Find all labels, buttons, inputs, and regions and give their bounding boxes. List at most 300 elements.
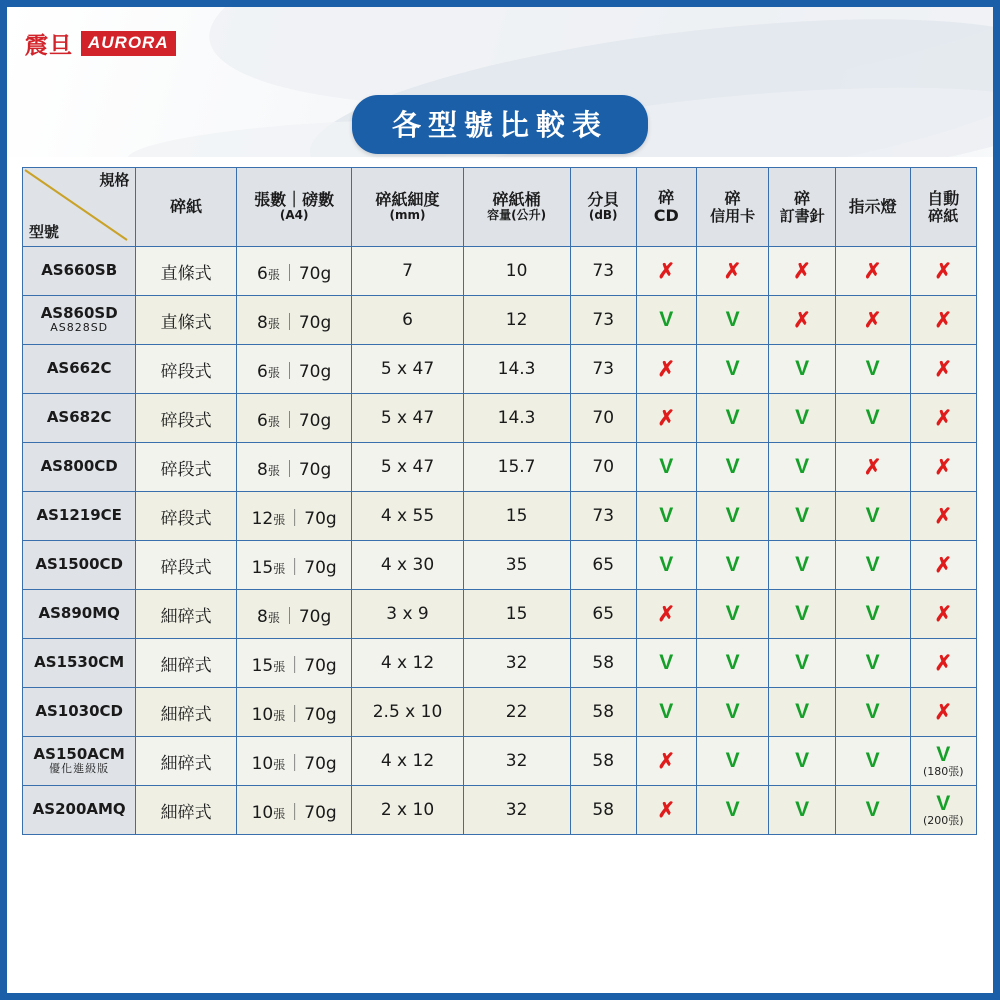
sheets-unit: 張 [267, 610, 280, 625]
check-icon: V [795, 651, 810, 674]
sheets-count: 15 [251, 655, 274, 676]
paper-weight: 70g [298, 606, 332, 627]
cell-credit-card [696, 443, 769, 492]
cell-decibel: 58 [570, 639, 636, 688]
model-name: AS890MQ [38, 604, 120, 623]
cell-capacity: 12 [463, 296, 570, 345]
sheets-separator: ｜ [286, 557, 304, 578]
cell-indicator [835, 688, 910, 737]
table-row [23, 345, 977, 394]
header-corner-cell [23, 168, 136, 247]
cell-auto-feed [910, 541, 976, 590]
col-header-capacity-main: 碎紙桶 [492, 190, 541, 210]
cross-icon: ✗ [657, 602, 676, 626]
cell-cd [636, 639, 696, 688]
sheets-count: 6 [257, 263, 268, 284]
check-icon: V [795, 553, 810, 576]
brand-logo-english: AURORA [81, 31, 176, 56]
check-icon: V [725, 798, 740, 821]
col-header-auto-feed [910, 168, 976, 247]
cross-icon: ✗ [657, 749, 676, 773]
col-header-capacity-sub: 容量(公升) [487, 208, 547, 223]
cell-decibel: 58 [570, 737, 636, 786]
check-icon: V [795, 798, 810, 821]
cross-icon: ✗ [934, 553, 953, 577]
cell-staple [769, 492, 835, 541]
cell-capacity: 10 [463, 247, 570, 296]
check-icon: V [795, 504, 810, 527]
cell-cd [636, 541, 696, 590]
sheets-unit: 張 [267, 365, 280, 380]
cell-fineness: 4 x 55 [352, 492, 463, 541]
table-row [23, 492, 977, 541]
sheets-count: 15 [251, 557, 274, 578]
check-icon: V [865, 553, 880, 576]
cell-capacity: 22 [463, 688, 570, 737]
col-header-decibel-main: 分貝 [587, 190, 620, 210]
col-header-sheets-sub: (A4) [279, 208, 309, 223]
check-icon: V [659, 651, 674, 674]
cell-credit-card [696, 639, 769, 688]
cell-cd [636, 492, 696, 541]
sheets-separator: ｜ [286, 508, 304, 529]
cell-decibel: 73 [570, 492, 636, 541]
cell-indicator [835, 737, 910, 786]
cell-decibel: 73 [570, 345, 636, 394]
cell-auto-feed [910, 492, 976, 541]
sheets-count: 8 [257, 459, 268, 480]
cross-icon: ✗ [934, 455, 953, 479]
cell-credit-card [696, 737, 769, 786]
cell-shred-type: 碎段式 [136, 443, 237, 492]
sheets-unit: 張 [273, 757, 286, 772]
sheets-separator: ｜ [286, 655, 304, 676]
sheets-separator: ｜ [280, 263, 298, 284]
cell-indicator [835, 394, 910, 443]
table-body [23, 247, 977, 835]
cell-sheets [236, 345, 352, 394]
paper-weight: 70g [304, 704, 337, 725]
col-header-shred-type-main: 碎紙 [170, 197, 203, 217]
check-icon: V [659, 308, 674, 331]
table-header [23, 168, 977, 247]
col-header-shred-type [136, 168, 237, 247]
cell-shred-type: 細碎式 [136, 688, 237, 737]
check-icon: V [795, 455, 810, 478]
cell-auto-feed [910, 786, 976, 835]
col-header-cd-sub: CD [653, 206, 679, 225]
col-header-decibel-sub: (dB) [588, 208, 618, 223]
cross-icon: ✗ [863, 455, 882, 479]
model-name: AS1219CE [36, 506, 122, 525]
check-icon: V [795, 700, 810, 723]
col-header-cd-main: 碎 [658, 188, 675, 208]
sheets-count: 10 [251, 753, 274, 774]
cell-cd [636, 345, 696, 394]
cross-icon: ✗ [934, 406, 953, 430]
cell-sheets [236, 639, 352, 688]
cell-staple [769, 345, 835, 394]
col-header-auto-feed-main: 自動 [927, 188, 960, 208]
col-header-fineness-main: 碎紙細度 [375, 190, 440, 210]
cross-icon: ✗ [934, 602, 953, 626]
sheets-unit: 張 [267, 267, 280, 282]
cell-model [23, 492, 136, 541]
table-header-row [23, 168, 977, 247]
sheets-count: 10 [251, 802, 274, 823]
paper-weight: 70g [298, 312, 332, 333]
paper-weight: 70g [298, 410, 332, 431]
table-row [23, 590, 977, 639]
cross-icon: ✗ [793, 308, 811, 332]
col-header-cd [636, 168, 696, 247]
col-header-credit-card [696, 168, 769, 247]
cell-fineness: 4 x 12 [352, 737, 463, 786]
cell-fineness: 4 x 12 [352, 639, 463, 688]
model-note: AS828SD [50, 321, 109, 335]
cell-shred-type: 碎段式 [136, 492, 237, 541]
cell-staple [769, 394, 835, 443]
check-icon: V [725, 700, 740, 723]
col-header-fineness [352, 168, 463, 247]
paper-weight: 70g [298, 361, 332, 382]
paper-weight: 70g [298, 459, 332, 480]
cell-model [23, 786, 136, 835]
sheets-separator: ｜ [280, 312, 298, 333]
model-name: AS150ACM [33, 745, 125, 764]
cell-shred-type: 直條式 [136, 296, 237, 345]
cell-cd [636, 786, 696, 835]
table-row [23, 688, 977, 737]
check-icon: V [725, 455, 740, 478]
check-icon: V [865, 602, 880, 625]
check-icon: V [795, 406, 810, 429]
cell-staple [769, 786, 835, 835]
cell-sheets [236, 492, 352, 541]
paper-weight: 70g [304, 753, 337, 774]
check-icon: V [795, 602, 810, 625]
cell-indicator [835, 443, 910, 492]
cell-indicator [835, 296, 910, 345]
cell-decibel: 73 [570, 296, 636, 345]
cell-indicator [835, 786, 910, 835]
header-spec-label: 規格 [99, 171, 130, 189]
cell-credit-card [696, 492, 769, 541]
cell-auto-feed [910, 394, 976, 443]
cell-shred-type: 直條式 [136, 247, 237, 296]
cell-credit-card [696, 786, 769, 835]
check-icon: V [865, 798, 880, 821]
cell-shred-type: 細碎式 [136, 590, 237, 639]
paper-weight: 70g [304, 802, 337, 823]
cell-sheets [236, 590, 352, 639]
page-title [352, 95, 648, 154]
check-icon: V [725, 504, 740, 527]
model-name: AS200AMQ [32, 800, 126, 819]
cell-auto-feed [910, 639, 976, 688]
check-icon: V [795, 749, 810, 772]
cross-icon: ✗ [934, 259, 953, 283]
check-icon: V [936, 792, 951, 815]
cell-credit-card [696, 345, 769, 394]
cell-model [23, 247, 136, 296]
cell-cd [636, 443, 696, 492]
check-icon: V [865, 357, 880, 380]
cell-fineness: 7 [352, 247, 463, 296]
cell-cd [636, 247, 696, 296]
cell-capacity: 15 [463, 590, 570, 639]
auto-feed-note: (180張) [923, 765, 964, 778]
col-header-credit-card-sub: 信用卡 [710, 206, 756, 225]
col-header-fineness-sub: (mm) [389, 208, 426, 223]
cell-model [23, 541, 136, 590]
cell-decibel: 65 [570, 541, 636, 590]
cell-capacity: 14.3 [463, 394, 570, 443]
brand-logo-chinese: 震旦 [25, 33, 73, 59]
check-icon: V [659, 700, 674, 723]
col-header-sheets-main: 張數｜磅數 [254, 190, 335, 210]
check-icon: V [865, 504, 880, 527]
model-name: AS662C [46, 359, 112, 378]
cell-indicator [835, 345, 910, 394]
cell-sheets [236, 541, 352, 590]
sheets-unit: 張 [273, 806, 286, 821]
paper-weight: 70g [304, 508, 337, 529]
sheets-unit: 張 [267, 414, 280, 429]
paper-weight: 70g [298, 263, 332, 284]
cell-credit-card [696, 541, 769, 590]
sheets-count: 12 [251, 508, 274, 529]
cell-fineness: 5 x 47 [352, 443, 463, 492]
cell-indicator [835, 247, 910, 296]
table-row [23, 737, 977, 786]
cell-shred-type: 細碎式 [136, 786, 237, 835]
col-header-capacity [463, 168, 570, 247]
col-header-sheets [236, 168, 352, 247]
sheets-count: 6 [257, 410, 268, 431]
cell-sheets [236, 443, 352, 492]
check-icon: V [725, 651, 740, 674]
cell-capacity: 14.3 [463, 345, 570, 394]
cell-staple [769, 737, 835, 786]
cell-shred-type: 碎段式 [136, 541, 237, 590]
cell-auto-feed [910, 345, 976, 394]
cell-staple [769, 247, 835, 296]
sheets-unit: 張 [273, 512, 286, 527]
cell-credit-card [696, 394, 769, 443]
table-row [23, 296, 977, 345]
cell-fineness: 5 x 47 [352, 394, 463, 443]
model-name: AS660SB [41, 261, 118, 280]
col-header-decibel [570, 168, 636, 247]
cross-icon: ✗ [934, 504, 953, 528]
table-row [23, 443, 977, 492]
cell-capacity: 32 [463, 786, 570, 835]
check-icon: V [725, 308, 740, 331]
sheets-separator: ｜ [286, 753, 304, 774]
cell-auto-feed [910, 737, 976, 786]
cell-indicator [835, 541, 910, 590]
check-icon: V [865, 700, 880, 723]
cross-icon: ✗ [723, 259, 742, 283]
page-title-text: 各型號比較表 [391, 108, 609, 142]
cell-fineness: 5 x 47 [352, 345, 463, 394]
cell-credit-card [696, 688, 769, 737]
cell-sheets [236, 786, 352, 835]
cell-indicator [835, 639, 910, 688]
cell-sheets [236, 247, 352, 296]
cell-model [23, 443, 136, 492]
cell-indicator [835, 492, 910, 541]
cell-fineness: 2.5 x 10 [352, 688, 463, 737]
paper-weight: 70g [304, 655, 337, 676]
check-icon: V [865, 651, 880, 674]
sheets-unit: 張 [267, 316, 280, 331]
cell-auto-feed [910, 247, 976, 296]
model-name: AS860SD [40, 304, 118, 323]
cell-model [23, 737, 136, 786]
cell-capacity: 15 [463, 492, 570, 541]
cell-model [23, 296, 136, 345]
cell-capacity: 32 [463, 737, 570, 786]
sheets-separator: ｜ [280, 361, 298, 382]
cell-model [23, 394, 136, 443]
cell-staple [769, 541, 835, 590]
model-name: AS800CD [40, 457, 118, 476]
check-icon: V [725, 749, 740, 772]
cell-shred-type: 碎段式 [136, 394, 237, 443]
cross-icon: ✗ [934, 308, 953, 332]
cell-capacity: 32 [463, 639, 570, 688]
cell-credit-card [696, 296, 769, 345]
header-model-label: 型號 [29, 223, 60, 242]
cell-indicator [835, 590, 910, 639]
cell-cd [636, 590, 696, 639]
cell-model [23, 639, 136, 688]
cell-shred-type: 細碎式 [136, 639, 237, 688]
sheets-unit: 張 [273, 659, 286, 674]
table-row [23, 394, 977, 443]
check-icon: V [936, 743, 951, 766]
cell-staple [769, 590, 835, 639]
cross-icon: ✗ [934, 357, 953, 381]
col-header-indicator-main: 指示燈 [848, 197, 897, 217]
sheets-count: 8 [257, 606, 268, 627]
check-icon: V [659, 504, 674, 527]
sheets-separator: ｜ [286, 802, 304, 823]
col-header-staple-main: 碎 [794, 188, 811, 208]
check-icon: V [795, 357, 810, 380]
cell-fineness: 2 x 10 [352, 786, 463, 835]
cell-fineness: 6 [352, 296, 463, 345]
cross-icon: ✗ [657, 798, 676, 822]
check-icon: V [725, 357, 740, 380]
model-name: AS682C [46, 408, 112, 427]
check-icon: V [725, 553, 740, 576]
cross-icon: ✗ [934, 700, 953, 724]
paper-weight: 70g [304, 557, 337, 578]
cell-sheets [236, 296, 352, 345]
cell-decibel: 58 [570, 786, 636, 835]
cell-sheets [236, 737, 352, 786]
cell-capacity: 15.7 [463, 443, 570, 492]
cross-icon: ✗ [657, 357, 676, 381]
cell-auto-feed [910, 296, 976, 345]
cell-capacity: 35 [463, 541, 570, 590]
check-icon: V [659, 455, 674, 478]
cell-cd [636, 688, 696, 737]
cell-decibel: 73 [570, 247, 636, 296]
cell-staple [769, 639, 835, 688]
cell-credit-card [696, 247, 769, 296]
check-icon: V [659, 553, 674, 576]
cell-cd [636, 296, 696, 345]
sheets-count: 6 [257, 361, 268, 382]
col-header-credit-card-main: 碎 [724, 188, 741, 208]
cell-shred-type: 碎段式 [136, 345, 237, 394]
cell-decibel: 58 [570, 688, 636, 737]
cell-cd [636, 394, 696, 443]
cell-model [23, 345, 136, 394]
cross-icon: ✗ [657, 259, 676, 283]
table-row [23, 786, 977, 835]
model-name: AS1030CD [35, 702, 123, 721]
table-row [23, 247, 977, 296]
cross-icon: ✗ [863, 308, 882, 332]
cell-sheets [236, 688, 352, 737]
sheets-unit: 張 [273, 708, 286, 723]
cell-staple [769, 443, 835, 492]
cell-shred-type: 細碎式 [136, 737, 237, 786]
cell-auto-feed [910, 590, 976, 639]
cell-staple [769, 688, 835, 737]
cell-sheets [236, 394, 352, 443]
sheets-unit: 張 [267, 463, 280, 478]
sheets-separator: ｜ [286, 704, 304, 725]
model-comparison-table [22, 167, 977, 835]
cross-icon: ✗ [793, 259, 811, 283]
cell-auto-feed [910, 688, 976, 737]
cell-model [23, 688, 136, 737]
col-header-auto-feed-sub: 碎紙 [928, 206, 959, 225]
col-header-indicator [835, 168, 910, 247]
cell-auto-feed [910, 443, 976, 492]
cell-decibel: 70 [570, 443, 636, 492]
model-name: AS1500CD [35, 555, 123, 574]
check-icon: V [725, 406, 740, 429]
check-icon: V [725, 602, 740, 625]
sheets-count: 10 [251, 704, 274, 725]
sheets-separator: ｜ [280, 606, 298, 627]
col-header-staple-sub: 訂書針 [779, 206, 825, 225]
sheets-separator: ｜ [280, 459, 298, 480]
auto-feed-note: (200張) [923, 814, 964, 827]
table-row [23, 639, 977, 688]
table-row [23, 541, 977, 590]
col-header-staple [769, 168, 835, 247]
cell-credit-card [696, 590, 769, 639]
check-icon: V [865, 406, 880, 429]
check-icon: V [865, 749, 880, 772]
cell-fineness: 4 x 30 [352, 541, 463, 590]
cell-staple [769, 296, 835, 345]
model-note: 優化進級版 [49, 762, 110, 776]
cross-icon: ✗ [934, 651, 953, 675]
cell-cd [636, 737, 696, 786]
cell-fineness: 3 x 9 [352, 590, 463, 639]
cross-icon: ✗ [657, 406, 676, 430]
sheets-separator: ｜ [280, 410, 298, 431]
